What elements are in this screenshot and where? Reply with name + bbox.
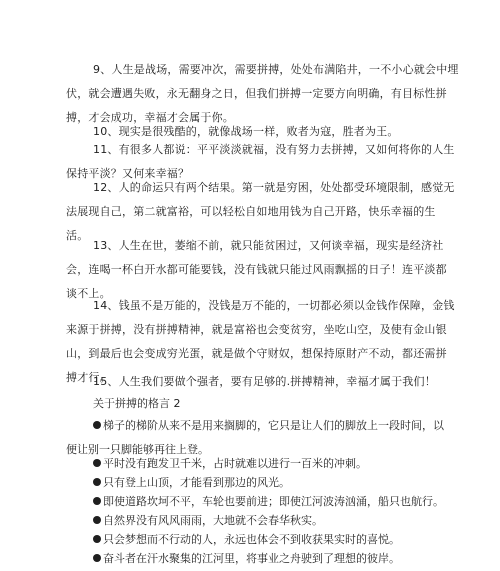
text-line: 山，到最后也会变成穷光蛋，就是做个守财奴，想保持原財产不动，都还需拼: [66, 347, 447, 360]
bullet-dot-icon: [93, 554, 101, 562]
text-line: 12、人的命运只有两个结果。第一就是穷困，处处都受环境限制，感觉无: [93, 181, 455, 194]
text-line: 活。: [66, 229, 89, 242]
text-line: 谈不上。: [66, 287, 111, 300]
text-line: 9、人生是战场，需要冲次，需要拼搏，处处布满陷井，一不小心就会中埋: [93, 63, 459, 76]
text-line: 保持平淡？又何来幸福？: [66, 167, 190, 180]
paragraph-15: [66, 370, 436, 394]
bullet-item: [66, 547, 430, 571]
section-title: 关于拼搏的格言 2: [93, 397, 181, 410]
text-line: 搏才行。: [66, 371, 111, 384]
text-line: 15、人生我们要做个强者，要有足够的.拼搏精神，幸福才属于我们！: [93, 375, 436, 388]
text-line: 便让别一只脚能够再往上登。: [66, 443, 209, 456]
text-line: 自然界没有风风雨雨，大地就不会春华秋实。: [103, 514, 323, 527]
text-line: 10、现实是很残酷的，就像战场一样，败者为寇，胜者为王。: [93, 125, 399, 138]
bullet-dot-icon: [93, 421, 101, 429]
text-line: 法展现自己，第二就富裕，可以轻松自如地用钱为自己开路，快乐幸福的生: [66, 205, 436, 218]
text-line: 平时没有跑发卫千米，占时就难以进行一百米的冲刺。: [103, 457, 367, 470]
bullet-dot-icon: [93, 459, 101, 467]
bullet-dot-icon: [93, 497, 101, 505]
text-line: 会，连喝一杯白开水都可能要钱，没有钱就只能过风雨飘摇的日子！连平淡都: [66, 263, 447, 276]
text-line: 14、钱虽不是万能的，没钱是万不能的，一切都必须以金钱作保障，金钱: [93, 299, 455, 312]
bullet-dot-icon: [93, 516, 101, 524]
text-line: 来源于拼搏，没有拼搏精神，就是富裕也会变贫穷，坐吃山空，及使有金山银: [66, 323, 447, 336]
bullet-dot-icon: [93, 535, 101, 543]
text-line: 奋斗者在汗水聚集的江河里，将事业之舟驶到了理想的彼岸。: [103, 552, 400, 565]
text-line: 搏，才会成功，幸福才会属于你。: [66, 111, 234, 124]
text-line: 梯子的梯阶从来不是用来搁脚的，它只是让人们的脚放上一段时间，以: [103, 419, 444, 432]
text-line: 伏，就会遭遇失败，永无翻身之日，但我们拼搏一定要方向明确，有目标性拼: [66, 87, 447, 100]
text-line: 只有登上山顶，才能看到那边的风光。: [103, 476, 290, 489]
text-line: 13、人生在世，萎缩不前，就只能贫困过，又何谈幸福，现实是经济社: [93, 239, 444, 252]
text-line: 即使道路坎坷不平，车轮也要前进；即使江河波涛汹涌，船只也航行。: [103, 495, 444, 508]
bullet-dot-icon: [93, 478, 101, 486]
text-line: 只会梦想而不行动的人，永远也体会不到收获果实时的喜悦。: [103, 533, 400, 546]
text-line: 11、有很多人都说：平平淡淡就福，没有努力去拼搏，又如何将你的人生: [93, 143, 455, 156]
